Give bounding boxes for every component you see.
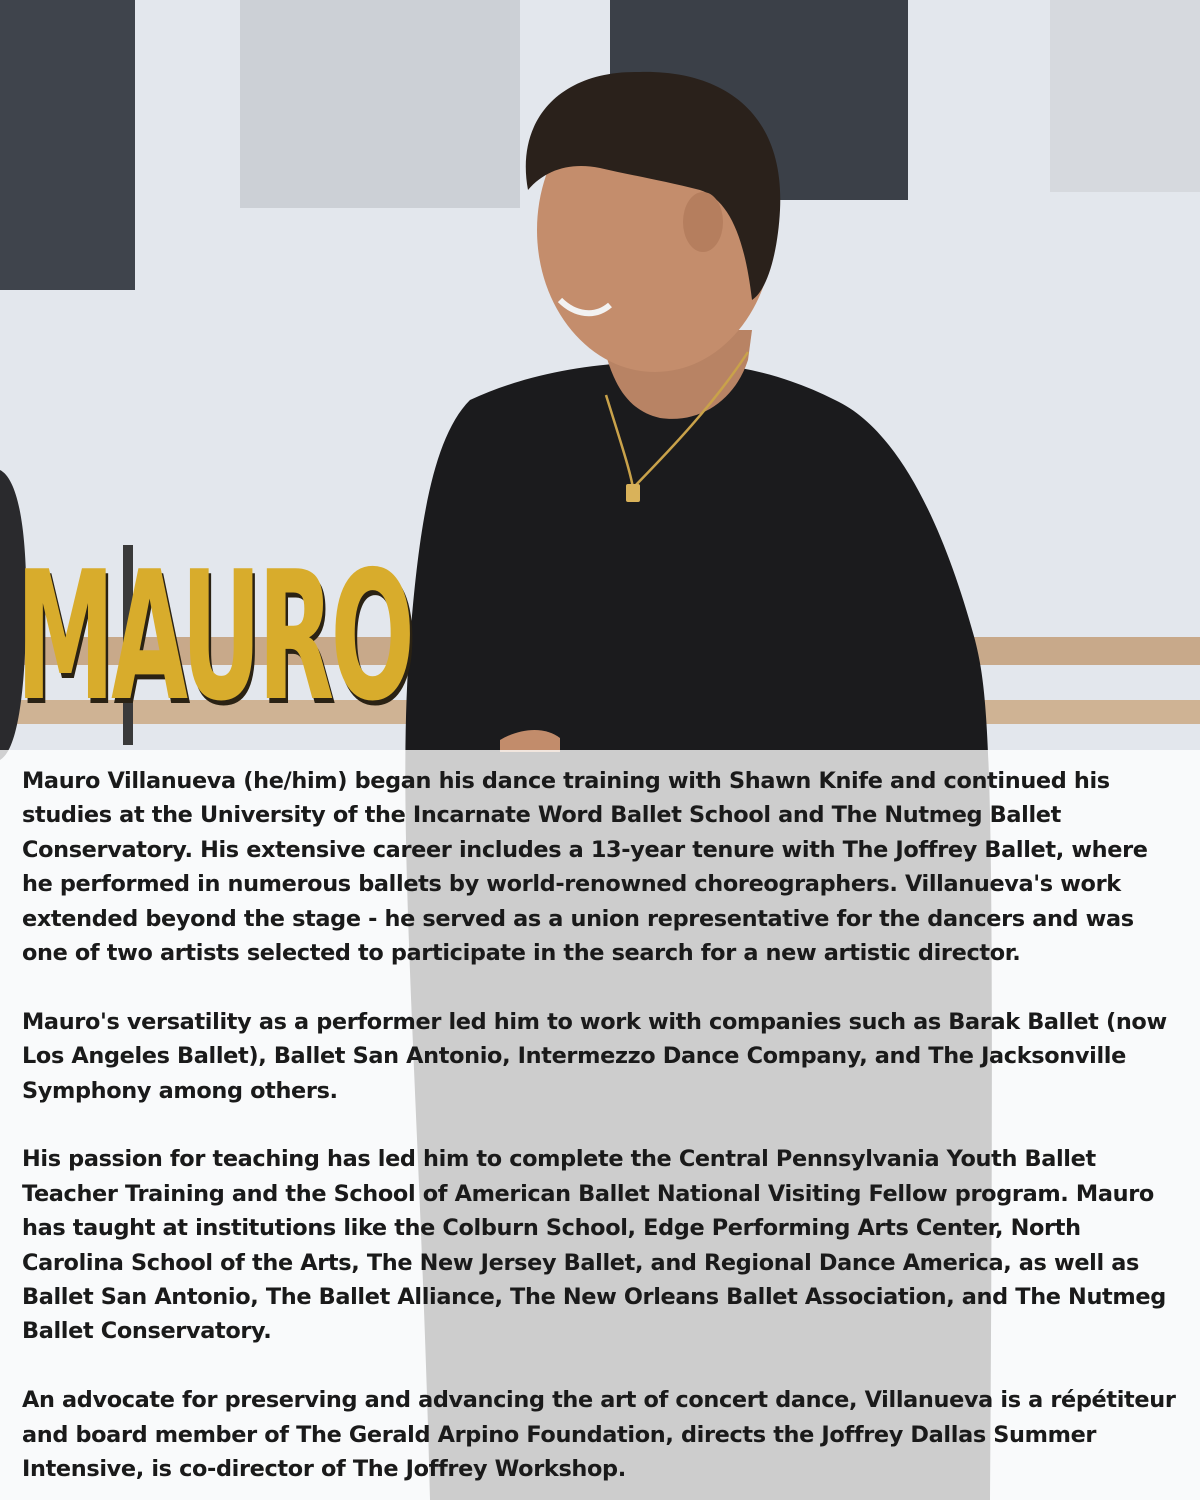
name-title: MAURO [16,533,412,740]
bio-text [22,764,1182,1486]
wall-panel [1050,0,1200,192]
wall-panel [0,0,135,290]
bio-paragraph-3: His passion for teaching has led him to complete the Central Pennsylvania Youth Ballet Teacher Training and the School of American Ballet National Visiting Fellow program. Mauro has taught at institutions like the Colburn School, Edge Performing Arts Center, North Carolina School of the Arts, The New Jersey Ballet, and Regional Dance America, as well as Ballet San Antonio, The Ballet Alliance, The New Orleans Ballet Association, and The Nutmeg Ballet Conservatory. [22,1146,1166,1345]
bio-paragraph-1: Mauro Villanueva (he/him) began his dance training with Shawn Knife and continued his studies at the University of the Incarnate Word Ballet School and The Nutmeg Ballet Conservatory. His extensive career includes a 13-year tenure with The Joffrey Ballet, where he performed in numerous ballets by world-renowned choreographers. Villanueva's work extended beyond the stage - he served as a union representative for the dancers and was one of two artists selected to participate in the search for a new artistic director. [22,768,1148,967]
bio-paragraph-4: An advocate for preserving and advancing the art of concert dance, Villanueva is a répétiteur and board member of The Gerald Arpino Foundation, directs the Joffrey Dallas Summer Intensive, is co-director of The Joffrey Workshop. [22,1387,1176,1483]
bio-paragraph-2: Mauro's versatility as a performer led him to work with companies such as Barak Ballet (now Los Angeles Ballet), Ballet San Antonio, Intermezzo Dance Company, and The Jacksonville Symphony among others. [22,1008,1167,1104]
wall-panel [240,0,520,208]
